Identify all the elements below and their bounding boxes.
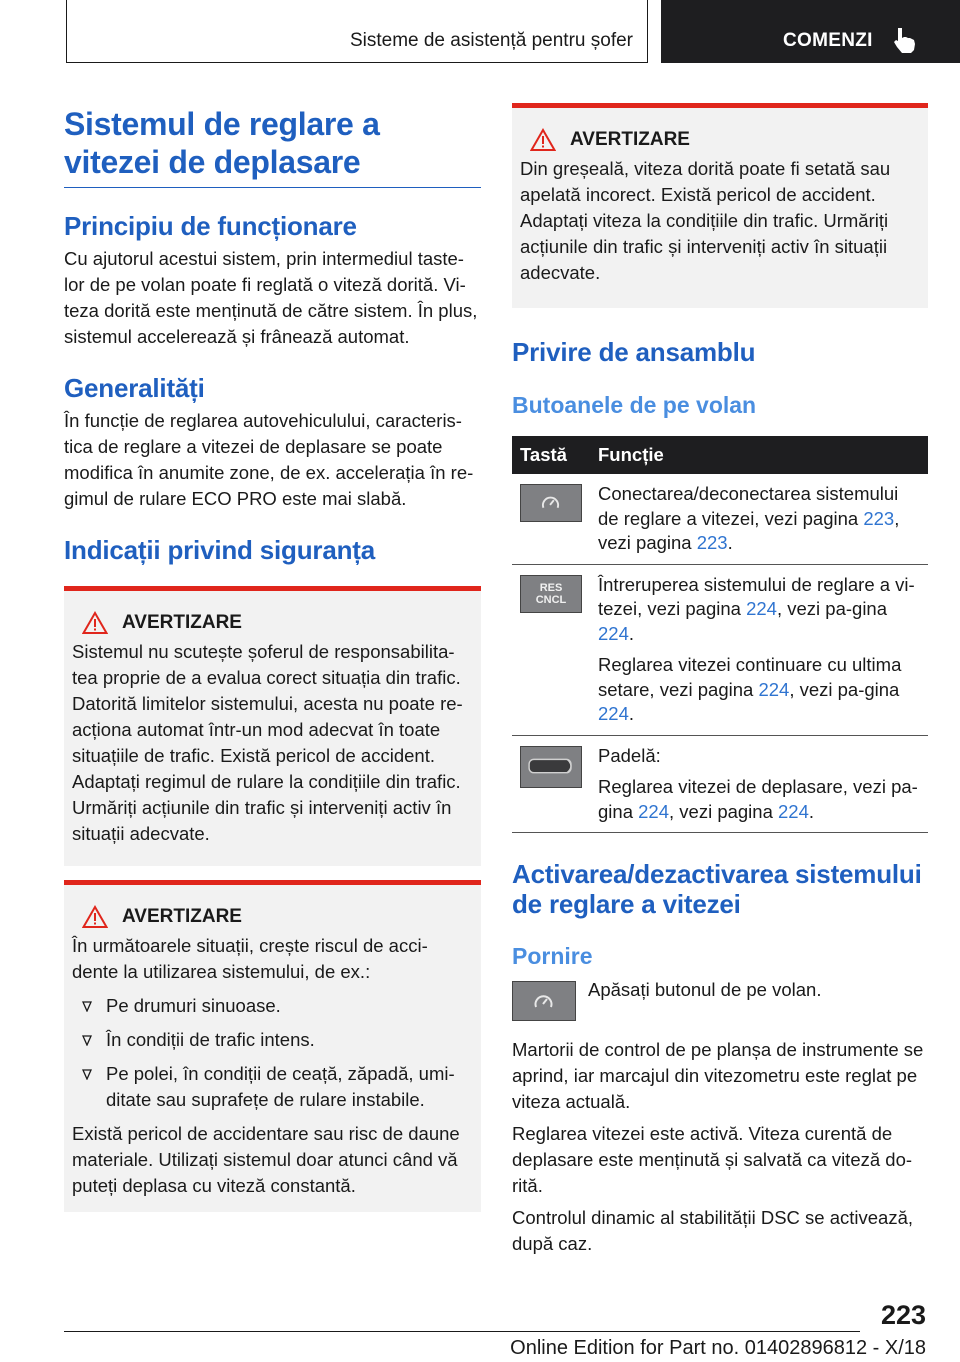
warning-triangle-icon [82, 611, 108, 635]
hand-pointer-icon [893, 26, 919, 54]
warning-intro-2: În următoarele situații, crește riscul de acci-dente la utilizarea sistemului, de ex.: [72, 935, 428, 982]
header-chapter-tab [661, 0, 960, 63]
row3-label: Padelă: [598, 744, 661, 766]
warning-text-1: Sistemul nu scutește șoferul de responsabilita-tea proprie de a evalua corect situația din trafic. Datorită limitelor sistemului, acesta nu poate re-acționa automat într-un mod adecvat în toate situațiile de trafic. Există pericol de accident. Adaptați regimul de rulare la condițiile din trafic. Urmăriți acțiunile din trafic și interveniți activ în situații adecvate. [72, 641, 463, 844]
header-section-title: Sisteme de asistență pentru șofer [349, 30, 633, 51]
list-item: Pe drumuri sinuoase. [72, 993, 473, 1019]
row1-function: Conectarea/deconectarea sistemului de reglare a vitezei, vezi pagina 223, vezi pagina 223. [598, 483, 900, 553]
footer-divider [64, 1331, 860, 1332]
principle-text: Cu ajutorul acestui sistem, prin intermediul taste-lor de pe volan poate fi reglată o viteză dorită. Vi-teza dorită este menținută de către sistem. În plus, sistemul accelerează și frânează automat. [64, 248, 478, 347]
speedometer-icon [521, 485, 581, 521]
paragraph-1: Martorii de control de pe planșa de instrumente se aprind, iar marcajul din vitezometru este reglat pe viteza actuală. [512, 1039, 924, 1112]
buttons-table [512, 436, 928, 833]
footer-edition: Online Edition for Part no. 01402896812 - X/18 [510, 1337, 926, 1359]
start-row [512, 981, 928, 1021]
warning-box-2 [64, 880, 481, 1212]
row3-function: Reglarea vitezei de deplasare, vezi pa-gina 224, vezi pagina 224. [598, 776, 918, 822]
warning-box-3 [512, 103, 928, 308]
cruise-control-button [512, 981, 576, 1021]
warning-box-1 [64, 586, 481, 866]
warning-text-3: Din greșeală, viteza dorită poate fi setată sau apelată incorect. Există pericol de accident. Adaptați viteza la condițiile din trafic. Urmăriți acțiunile din trafic și interveniți activ în situații adecvate. [520, 158, 891, 283]
heading-start: Pornire [512, 943, 593, 969]
table-header-function: Funcție [590, 436, 928, 474]
page-number: 223 [880, 1300, 926, 1330]
bullet-triangle-icon [82, 1001, 92, 1012]
heading-general: Generalități [64, 373, 205, 403]
header-section-tab [66, 0, 648, 63]
paragraph-2: Reglarea vitezei este activă. Viteza curentă de deplasare este menținută și salvată ca viteză do-rită. [512, 1123, 913, 1196]
warning-title-2: AVERTIZARE [72, 905, 473, 929]
table-row [512, 474, 928, 564]
list-item: În condiții de trafic intens. [72, 1027, 473, 1053]
paddle-rocker [520, 746, 582, 788]
list-item: Pe polei, în condiții de ceață, zăpadă, umi-ditate sau suprafețe de rulare instabile. [72, 1061, 473, 1113]
row2-function-b: Reglarea vitezei continuare cu ultima setare, vezi pagina 224, vezi pa-gina 224. [598, 654, 902, 724]
res-cncl-button: RES CNCL [520, 575, 582, 613]
warning-triangle-icon [82, 905, 108, 929]
warning-triangle-icon [530, 128, 556, 152]
bullet-triangle-icon [82, 1069, 92, 1080]
heading-principle: Principiu de funcționare [64, 211, 357, 241]
right-column [512, 100, 928, 1257]
warning-outro-2: Există pericol de accidentare sau risc de daune materiale. Utilizați sistemul doar atunci când vă puteți deplasa cu viteză constantă. [72, 1123, 460, 1196]
start-text: Apăsați butonul de pe volan. [588, 979, 822, 1000]
paragraph-3: Controlul dinamic al stabilității DSC se activează, după caz. [512, 1207, 914, 1254]
heading-buttons: Butoanele de pe volan [512, 392, 757, 418]
cruise-control-button [520, 484, 582, 522]
left-column [64, 100, 481, 1212]
row2-function-a: Întreruperea sistemului de reglare a vi-tezei, vezi pagina 224, vezi pa-gina 224. [598, 573, 915, 644]
heading-activation: Activarea/dezactivarea sistemului de reglare a vitezei [512, 859, 922, 919]
warning-title-1: AVERTIZARE [72, 611, 473, 635]
table-row [512, 564, 928, 735]
general-text: În funcție de reglarea autovehiculului, caracteris-tica de reglare a vitezei de deplasare se poate modifica în anumite zone, de ex. accelerația în re-gimul de rulare ECO PRO este mai slabă. [64, 410, 474, 509]
warning-title-3: AVERTIZARE [520, 128, 920, 152]
table-row [512, 735, 928, 833]
header-chapter-title: COMENZI [783, 30, 873, 51]
heading-overview: Privire de ansamblu [512, 337, 756, 367]
bullet-triangle-icon [82, 1035, 92, 1046]
paddle-icon [521, 747, 581, 787]
speedometer-icon [513, 982, 575, 1020]
heading-safety: Indicații privind siguranța [64, 535, 375, 565]
page-title: Sistemul de reglare a vitezei de deplasare [64, 105, 481, 188]
warning-list-2 [72, 993, 473, 1113]
table-header-key: Tastă [512, 436, 590, 474]
